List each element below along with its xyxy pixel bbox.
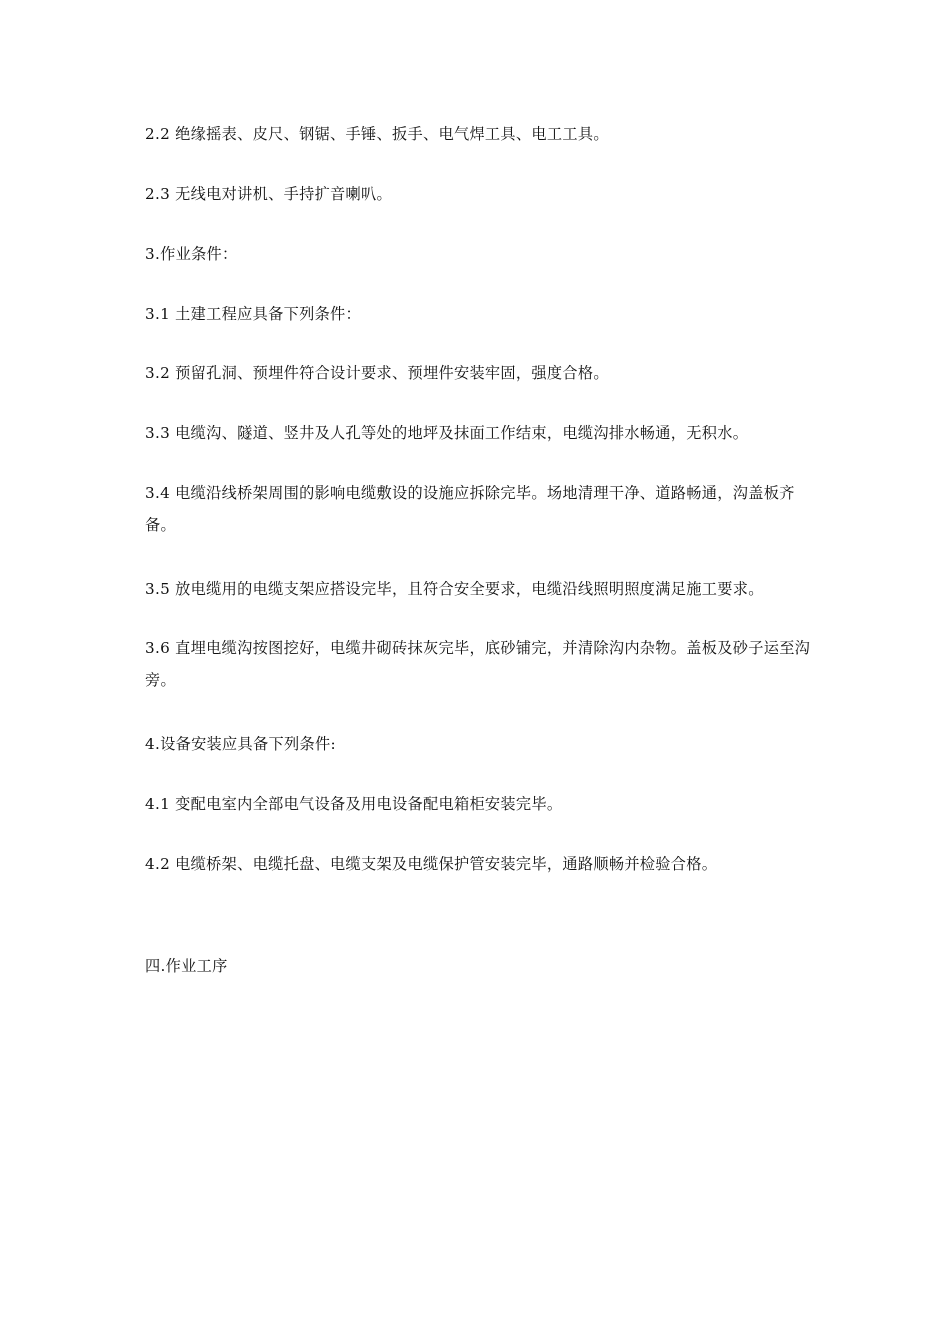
paragraph-4-2-cable-tray: 4.2 电缆桥架、电缆托盘、电缆支架及电缆保护管安装完毕，通路顺畅并检验合格。 <box>145 855 718 873</box>
heading-3-work-conditions: 3.作业条件： <box>145 245 238 263</box>
paragraph-3-4-cable-bridge: 3.4 电缆沿线桥架周围的影响电缆敷设的设施应拆除完毕。场地清理干净、道路畅通，沟盖板齐备。 <box>145 484 795 534</box>
paragraph-3-1-civil-conditions: 3.1 土建工程应具备下列条件： <box>145 305 362 323</box>
heading-4-equipment-conditions: 4.设备安装应具备下列条件: <box>145 735 336 753</box>
paragraph-2-3-radio: 2.3 无线电对讲机、手持扩音喇叭。 <box>145 185 393 203</box>
paragraph-2-2-tools: 2.2 绝缘摇表、皮尺、钢锯、手锤、扳手、电气焊工具、电工工具。 <box>145 125 609 143</box>
paragraph-3-5-cable-support: 3.5 放电缆用的电缆支架应搭设完毕，且符合安全要求，电缆沿线照明照度满足施工要求。 <box>145 580 764 598</box>
paragraph-3-3-cable-trench: 3.3 电缆沟、隧道、竖井及人孔等处的地坪及抹面工作结束，电缆沟排水畅通，无积水。 <box>145 424 749 442</box>
section-heading-work-procedure: 四.作业工序 <box>145 957 228 975</box>
paragraph-4-1-substation: 4.1 变配电室内全部电气设备及用电设备配电箱柜安装完毕。 <box>145 795 563 813</box>
paragraph-3-6-buried-cable: 3.6 直埋电缆沟按图挖好，电缆井砌砖抹灰完毕，底砂铺完，并清除沟内杂物。盖板及砂子运至沟旁。 <box>145 639 811 689</box>
paragraph-3-2-reserved-holes: 3.2 预留孔洞、预埋件符合设计要求、预埋件安装牢固，强度合格。 <box>145 364 609 382</box>
